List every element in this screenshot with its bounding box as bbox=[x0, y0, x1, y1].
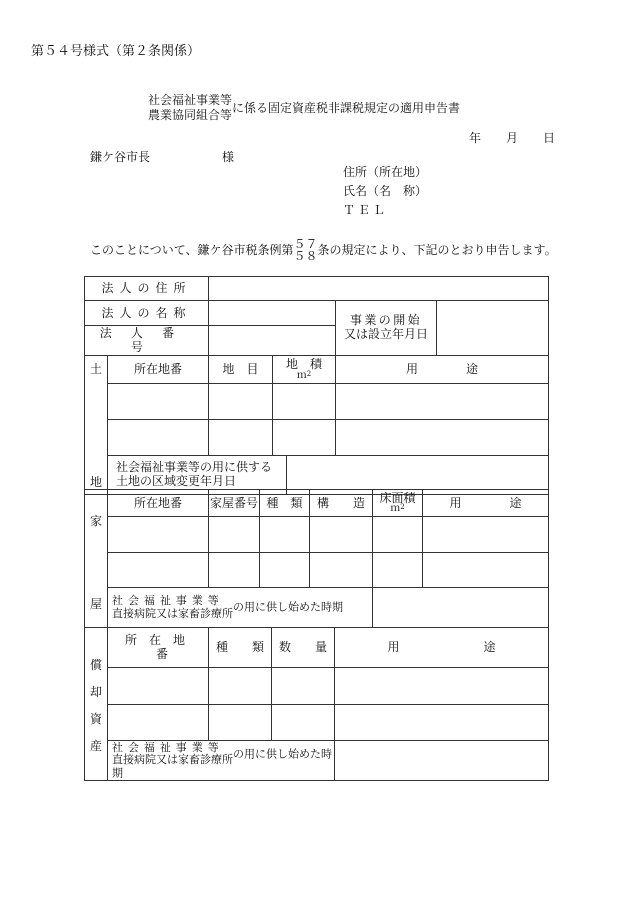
corp-name-label: 法人の名称 bbox=[85, 301, 209, 326]
statement-article-1: ５７ bbox=[293, 237, 318, 251]
depr-lot-cell[interactable] bbox=[108, 705, 209, 741]
land-side-bottom: 地 bbox=[89, 475, 102, 490]
land-use-cell[interactable] bbox=[336, 419, 549, 455]
statement-article bbox=[294, 238, 318, 262]
depr-start-label bbox=[108, 741, 335, 781]
house-start-label-2: 直接病院又は家畜診療所 bbox=[112, 606, 233, 620]
corp-start-label-1: 事業の開始 bbox=[350, 313, 423, 328]
land-use-cell[interactable] bbox=[336, 383, 549, 419]
depr-lot-header bbox=[108, 628, 209, 668]
house-use-header: 用 途 bbox=[423, 490, 549, 517]
depr-side-1: 償 bbox=[89, 658, 102, 672]
house-floor-header bbox=[373, 490, 423, 517]
corp-address-label: 法人の住所 bbox=[85, 277, 209, 301]
depr-start-label-2: 直接病院又は家畜診療所 bbox=[112, 752, 233, 766]
title-rest: に係る固定資産税非課税規定の適用申告書 bbox=[232, 100, 461, 115]
house-kind-cell[interactable] bbox=[260, 517, 310, 553]
house-floor-label: 床面積 bbox=[379, 490, 416, 505]
house-start-label-rest: の用に供し始めた時期 bbox=[233, 600, 343, 614]
land-category-header: 地 目 bbox=[209, 355, 273, 383]
land-area-label: 地 積 bbox=[286, 356, 323, 371]
depr-kind-cell[interactable] bbox=[209, 705, 272, 741]
statement-after: 条の規定により、下記のとおり申告します。 bbox=[317, 242, 557, 257]
date-month: 月 bbox=[506, 131, 519, 145]
house-floor-cell[interactable] bbox=[373, 553, 423, 588]
house-number-header: 家屋番号 bbox=[209, 490, 260, 517]
depr-side-2: 却 bbox=[89, 685, 102, 699]
applicant-tel-label: ＴＥＬ bbox=[343, 203, 389, 217]
house-start-label-1: 社会福祉事業等 bbox=[112, 594, 224, 608]
applicant-address-label: 住所（所在地） bbox=[343, 165, 428, 179]
depr-start-label-alt bbox=[112, 742, 233, 766]
depr-lot-cell[interactable] bbox=[108, 668, 209, 705]
corp-land-table bbox=[84, 276, 549, 495]
house-lot-cell[interactable] bbox=[108, 553, 209, 588]
house-lot-cell[interactable] bbox=[108, 517, 209, 553]
house-side-label bbox=[85, 490, 108, 628]
land-lot-header: 所在地番 bbox=[108, 355, 209, 383]
depr-kind-cell[interactable] bbox=[209, 668, 272, 705]
depr-lot-header-2: 番 bbox=[155, 646, 168, 661]
land-lot-cell[interactable] bbox=[108, 419, 209, 455]
house-start-label-alt bbox=[112, 595, 233, 619]
land-area-cell[interactable] bbox=[273, 419, 336, 455]
house-lot-header: 所在地番 bbox=[108, 490, 209, 517]
corp-address-field[interactable] bbox=[209, 277, 549, 301]
land-area-unit: ｍ$^2$ bbox=[296, 369, 312, 381]
house-floor-cell[interactable] bbox=[373, 517, 423, 553]
house-number-cell[interactable] bbox=[209, 553, 260, 588]
depr-table bbox=[84, 627, 549, 781]
land-category-cell[interactable] bbox=[209, 383, 273, 419]
land-side-label bbox=[85, 355, 108, 494]
corp-start-label-2: 又は設立年月日 bbox=[344, 326, 429, 341]
depr-start-label-rest: の用に供し始めた時期 bbox=[112, 747, 332, 780]
title-alt-1: 社会福祉事業等 bbox=[148, 93, 233, 107]
land-category-cell[interactable] bbox=[209, 419, 273, 455]
depr-side-4: 産 bbox=[89, 739, 102, 753]
house-floor-unit: ｍ$^2$ bbox=[390, 503, 405, 515]
house-kind-cell[interactable] bbox=[260, 553, 310, 588]
form-title bbox=[148, 93, 460, 123]
house-structure-cell[interactable] bbox=[310, 517, 373, 553]
house-side-bottom: 屋 bbox=[89, 596, 102, 611]
depr-use-cell[interactable] bbox=[335, 705, 549, 741]
house-structure-cell[interactable] bbox=[310, 553, 373, 588]
corp-start-field[interactable] bbox=[437, 301, 549, 356]
land-area-header bbox=[273, 355, 336, 383]
corp-start-label bbox=[336, 301, 437, 356]
house-number-cell[interactable] bbox=[209, 517, 260, 553]
house-start-field[interactable] bbox=[373, 588, 549, 628]
statement-article-2: ５８ bbox=[293, 249, 318, 263]
house-table bbox=[84, 489, 549, 628]
corp-number-label: 法人番号 bbox=[85, 326, 209, 356]
addressee-name: 鎌ケ谷市長 bbox=[90, 150, 151, 164]
statement-before: このことについて、鎌ケ谷市税条例第 bbox=[90, 242, 294, 257]
depr-start-label-1: 社会福祉事業等 bbox=[112, 740, 224, 754]
depr-side-label bbox=[85, 628, 108, 781]
depr-qty-cell[interactable] bbox=[272, 668, 335, 705]
house-use-cell[interactable] bbox=[423, 517, 549, 553]
house-start-label bbox=[108, 588, 373, 628]
depr-lot-header-1: 所 在 地 bbox=[124, 632, 185, 647]
land-side-top: 土 bbox=[89, 361, 102, 376]
depr-use-cell[interactable] bbox=[335, 668, 549, 705]
date-year: 年 bbox=[469, 131, 482, 145]
depr-side-3: 資 bbox=[89, 712, 102, 726]
house-use-cell[interactable] bbox=[423, 553, 549, 588]
addressee-honorific: 様 bbox=[222, 150, 235, 164]
applicant-name-label: 氏名（名 称） bbox=[343, 184, 428, 198]
land-change-label-1: 社会福祉事業等の用に供する bbox=[116, 459, 273, 474]
land-use-header: 用 途 bbox=[336, 355, 549, 383]
land-change-label-2: 土地の区域変更年月日 bbox=[116, 473, 237, 488]
title-alt-2: 農業協同組合等 bbox=[148, 108, 233, 122]
statement bbox=[90, 238, 557, 262]
corp-name-field[interactable] bbox=[209, 301, 336, 326]
depr-use-header: 用 途 bbox=[335, 628, 549, 668]
depr-qty-cell[interactable] bbox=[272, 705, 335, 741]
depr-kind-header: 種 類 bbox=[209, 628, 272, 668]
corp-number-field[interactable] bbox=[209, 326, 336, 356]
house-structure-header: 構 造 bbox=[310, 490, 373, 517]
date-day: 日 bbox=[543, 131, 556, 145]
land-area-cell[interactable] bbox=[273, 383, 336, 419]
depr-start-field[interactable] bbox=[335, 741, 549, 781]
house-side-top: 家 bbox=[89, 514, 102, 528]
depr-qty-header: 数 量 bbox=[272, 628, 335, 668]
form-number: 第５４号様式（第２条関係） bbox=[31, 44, 201, 59]
land-lot-cell[interactable] bbox=[108, 383, 209, 419]
title-alternatives bbox=[148, 93, 232, 123]
house-kind-header: 種 類 bbox=[260, 490, 310, 517]
